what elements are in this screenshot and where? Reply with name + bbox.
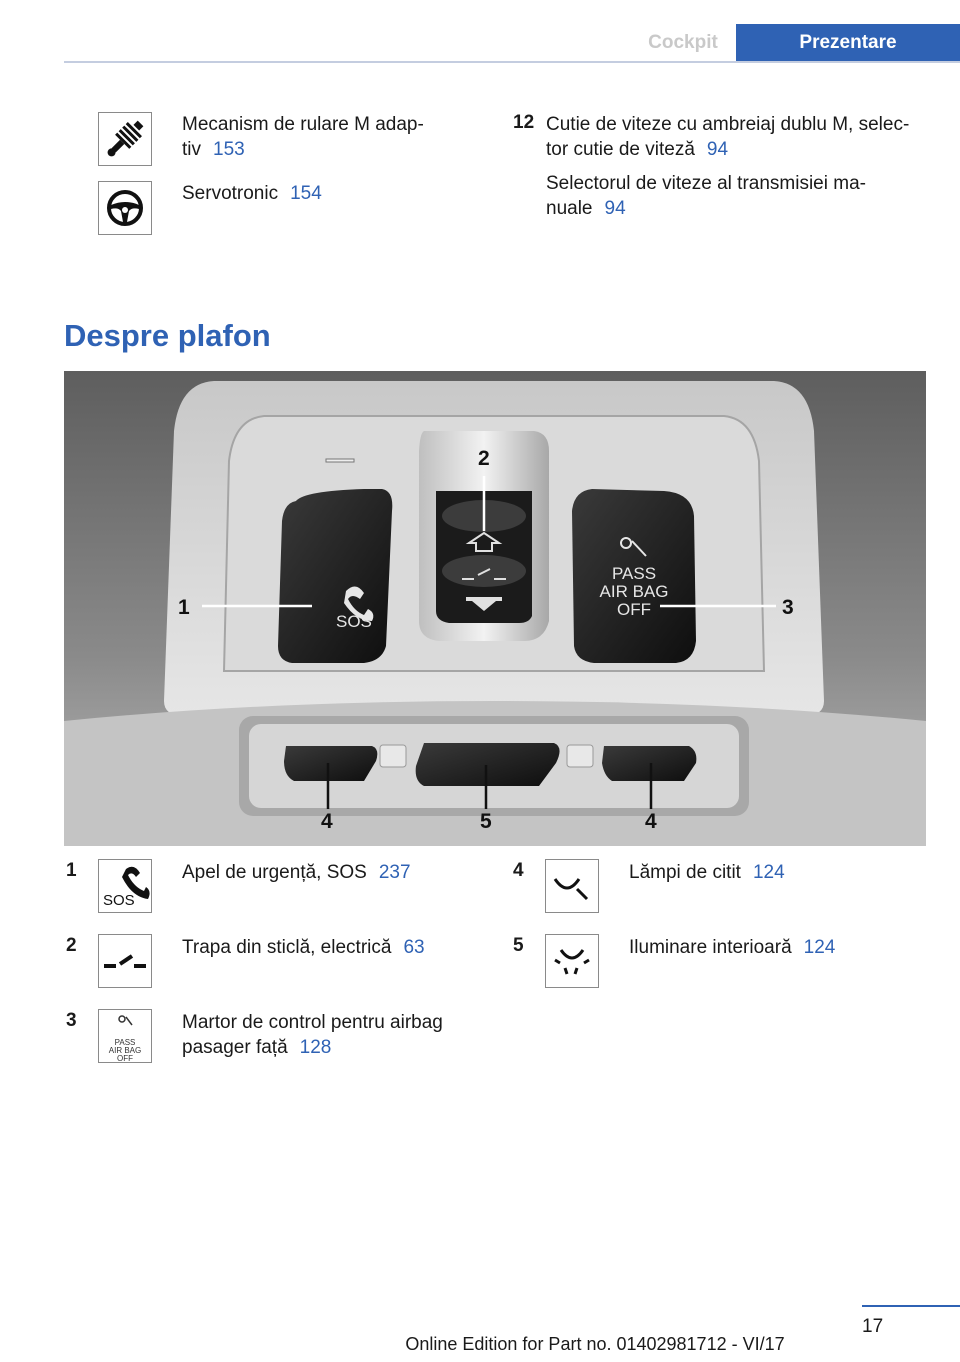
section-title: Despre plafon	[64, 318, 271, 353]
page-ref[interactable]: 237	[378, 862, 411, 883]
callout-2: 2	[478, 447, 490, 470]
airbag-label-air-bag: AIR BAG	[599, 582, 669, 601]
item-reading-lamps: Lămpi de citit 124	[629, 862, 785, 883]
entry-transmission	[546, 112, 909, 221]
entry-text-line4: nuale 94	[546, 198, 626, 219]
page-ref[interactable]: 94	[604, 198, 626, 219]
page-ref[interactable]: 124	[752, 862, 785, 883]
callout-1: 1	[178, 596, 190, 619]
overhead-console-photo	[64, 371, 926, 846]
item-sunroof: Trapa din sticlă, electrică 63	[182, 937, 425, 958]
item-number: 1	[66, 860, 77, 881]
entry-text-line1: Martor de control pentru airbag	[182, 1012, 443, 1033]
page-ref[interactable]: 124	[803, 937, 836, 958]
sos-call-icon	[98, 859, 152, 913]
entry-text-line3: Selectorul de viteze al transmisiei ma‐	[546, 173, 866, 194]
entry-servotronic: Servotronic 154	[182, 183, 322, 204]
entry-text-line2: tiv 153	[182, 139, 245, 160]
svg-text:SOS: SOS	[103, 892, 135, 909]
page-ref[interactable]: 128	[299, 1037, 332, 1058]
entry-text-line1: Mecanism de rulare M adap‐	[182, 114, 424, 135]
callout-4-left: 4	[321, 810, 333, 833]
item-number: 4	[513, 860, 524, 881]
tab-prezentare[interactable]: Prezentare	[736, 24, 960, 62]
airbag-label-pass: PASS	[611, 564, 657, 583]
passenger-airbag-off-icon	[98, 1009, 152, 1063]
item-sos: Apel de urgență, SOS 237	[182, 862, 411, 883]
page-ref[interactable]: 63	[403, 937, 425, 958]
reading-lamp-icon	[545, 859, 599, 913]
steering-wheel-icon	[98, 181, 152, 235]
item-number: 12	[513, 112, 535, 133]
callout-3: 3	[782, 596, 794, 619]
tab-cockpit[interactable]: Cockpit	[648, 32, 718, 53]
item-number: 3	[66, 1010, 77, 1031]
callout-5: 5	[480, 810, 492, 833]
item-number: 2	[66, 935, 77, 956]
interior-light-icon	[545, 934, 599, 988]
airbag-label-off: OFF	[617, 600, 651, 619]
sunroof-icon	[98, 934, 152, 988]
entry-adaptive-suspension	[182, 112, 424, 162]
item-number: 5	[513, 935, 524, 956]
airbag-icon-pass: PASS	[114, 1038, 136, 1047]
page-ref[interactable]: 153	[213, 139, 245, 160]
entry-text-line2: tor cutie de viteză 94	[546, 139, 729, 160]
sos-label: SOS	[336, 612, 372, 631]
entry-text-line2: pasager față 128	[182, 1037, 332, 1058]
footer-rule	[862, 1305, 960, 1307]
airbag-icon-air-bag: AIR BAG	[108, 1046, 142, 1055]
callout-4-right: 4	[645, 810, 657, 833]
shock-absorber-icon	[98, 112, 152, 166]
airbag-icon-off: OFF	[117, 1054, 133, 1061]
item-airbag-indicator	[182, 1010, 443, 1060]
page-number: 17	[862, 1316, 884, 1337]
page-ref[interactable]: 94	[706, 139, 729, 160]
item-interior-light: Iluminare interioară 124	[629, 937, 836, 958]
page-ref[interactable]: 154	[290, 183, 322, 204]
entry-text-line1: Cutie de viteze cu ambreiaj dublu M, selec‐	[546, 114, 910, 135]
header-rule	[64, 61, 960, 63]
edition-footer: Online Edition for Part no. 01402981712 - VI/17	[405, 1334, 785, 1354]
